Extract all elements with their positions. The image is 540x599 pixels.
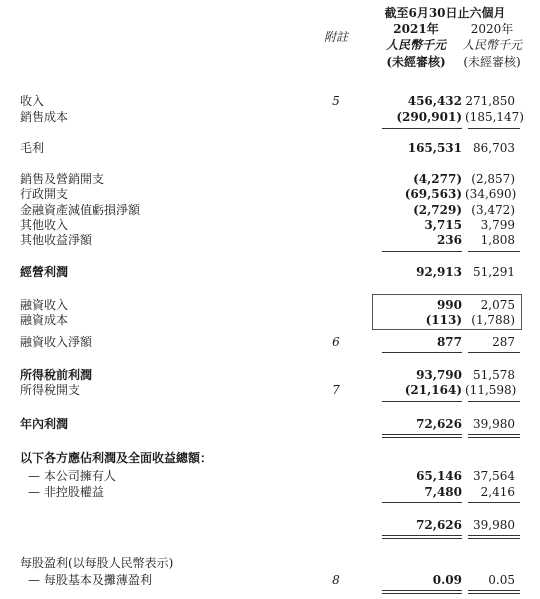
divider: [468, 437, 520, 438]
unit-2021: 人民幣千元: [385, 38, 446, 52]
divider: [468, 535, 520, 536]
revenue-note: 5: [332, 94, 340, 108]
operating-profit-2021: 92,913: [416, 265, 462, 279]
unit-2020: 人民幣千元: [462, 38, 523, 52]
gross-profit-2020: 86,703: [473, 141, 515, 155]
divider: [468, 401, 520, 402]
net-finance-income-2020: 287: [492, 335, 515, 349]
cost-of-sales-label: 銷售成本: [20, 110, 69, 124]
finance-costs-label: 融資成本: [20, 313, 69, 327]
total-attrib-2021: 72,626: [416, 518, 462, 532]
selling-expenses-label: 銷售及營銷開支: [20, 172, 105, 186]
finance-income-2021: 990: [436, 298, 462, 312]
divider: [468, 128, 520, 129]
cost-of-sales-2020: (185,147): [465, 110, 524, 124]
divider: [382, 437, 462, 438]
other-gains-2020: 1,808: [480, 233, 515, 247]
note-column-heading: 附註: [323, 30, 348, 44]
selling-expenses-2020: (2,857): [471, 172, 515, 186]
divider: [382, 538, 462, 539]
operating-profit-2020: 51,291: [473, 265, 515, 279]
owners-2021: 65,146: [416, 469, 462, 483]
other-income-2021: 3,715: [424, 218, 462, 232]
net-finance-income-2021: 877: [436, 335, 462, 349]
divider: [382, 502, 462, 503]
income-tax-label: 所得稅開支: [20, 383, 81, 397]
admin-expenses-2021: (69,563): [404, 187, 462, 201]
divider: [468, 590, 520, 591]
divider: [468, 352, 520, 353]
divider: [468, 538, 520, 539]
divider: [468, 251, 520, 252]
divider: [382, 251, 462, 252]
total-attrib-2020: 39,980: [473, 518, 515, 532]
other-income-2020: 3,799: [480, 218, 515, 232]
audit-2020: (未經審核): [463, 55, 521, 69]
admin-expenses-label: 行政開支: [20, 187, 69, 201]
finance-income-2020: 2,075: [480, 298, 515, 312]
other-gains-label: 其他收益淨額: [20, 233, 93, 247]
finance-income-label: 融資收入: [20, 298, 69, 312]
divider: [468, 593, 520, 594]
divider: [468, 502, 520, 503]
owners-label: — 本公司擁有人: [28, 469, 116, 483]
income-tax-2020: (11,598): [465, 383, 517, 397]
impairment-2021: (2,729): [413, 203, 462, 217]
period-heading: 截至6月30日止六個月: [384, 6, 506, 20]
profit-for-period-2021: 72,626: [416, 417, 462, 431]
profit-before-tax-label: 所得稅前利潤: [20, 368, 93, 382]
profit-before-tax-2021: 93,790: [416, 368, 462, 382]
year-2020-heading: 2020年: [470, 22, 514, 36]
profit-for-period-label: 年內利潤: [20, 417, 69, 431]
cost-of-sales-2021: (290,901): [396, 110, 462, 124]
nci-label: — 非控股權益: [28, 485, 104, 499]
divider: [382, 352, 462, 353]
profit-for-period-2020: 39,980: [473, 417, 515, 431]
eps-2020: 0.05: [488, 573, 515, 587]
divider: [468, 434, 520, 435]
gross-profit-label: 毛利: [20, 141, 45, 155]
net-finance-income-note: 6: [332, 335, 340, 349]
income-tax-note: 7: [332, 383, 340, 397]
divider: [382, 128, 462, 129]
audit-2021: (未經審核): [386, 55, 446, 69]
profit-before-tax-2020: 51,578: [473, 368, 515, 382]
eps-note: 8: [332, 573, 340, 587]
impairment-2020: (3,472): [471, 203, 515, 217]
selling-expenses-2021: (4,277): [413, 172, 462, 186]
revenue-label: 收入: [20, 94, 45, 108]
divider: [382, 434, 462, 435]
year-2021-heading: 2021年: [393, 22, 439, 36]
eps-2021: 0.09: [432, 573, 462, 587]
attributable-heading: 以下各方應佔利潤及全面收益總額：: [20, 451, 213, 465]
net-finance-income-label: 融資收入淨額: [20, 335, 93, 349]
finance-costs-2021: (113): [425, 313, 462, 327]
eps-heading: 每股盈利(以每股人民幣表示): [20, 556, 174, 570]
revenue-2020: 271,850: [465, 94, 515, 108]
gross-profit-2021: 165,531: [407, 141, 462, 155]
divider: [382, 590, 462, 591]
divider: [382, 593, 462, 594]
operating-profit-label: 經營利潤: [20, 265, 69, 279]
nci-2020: 2,416: [480, 485, 515, 499]
income-tax-2021: (21,164): [404, 383, 462, 397]
eps-label: — 每股基本及攤薄盈利: [28, 573, 152, 587]
impairment-label: 金融資產減值虧損淨額: [20, 203, 141, 217]
divider: [382, 535, 462, 536]
finance-costs-2020: (1,788): [471, 313, 515, 327]
revenue-2021: 456,432: [407, 94, 462, 108]
owners-2020: 37,564: [473, 469, 515, 483]
admin-expenses-2020: (34,690): [465, 187, 517, 201]
divider: [382, 401, 462, 402]
other-income-label: 其他收入: [20, 218, 69, 232]
other-gains-2021: 236: [436, 233, 462, 247]
nci-2021: 7,480: [424, 485, 462, 499]
